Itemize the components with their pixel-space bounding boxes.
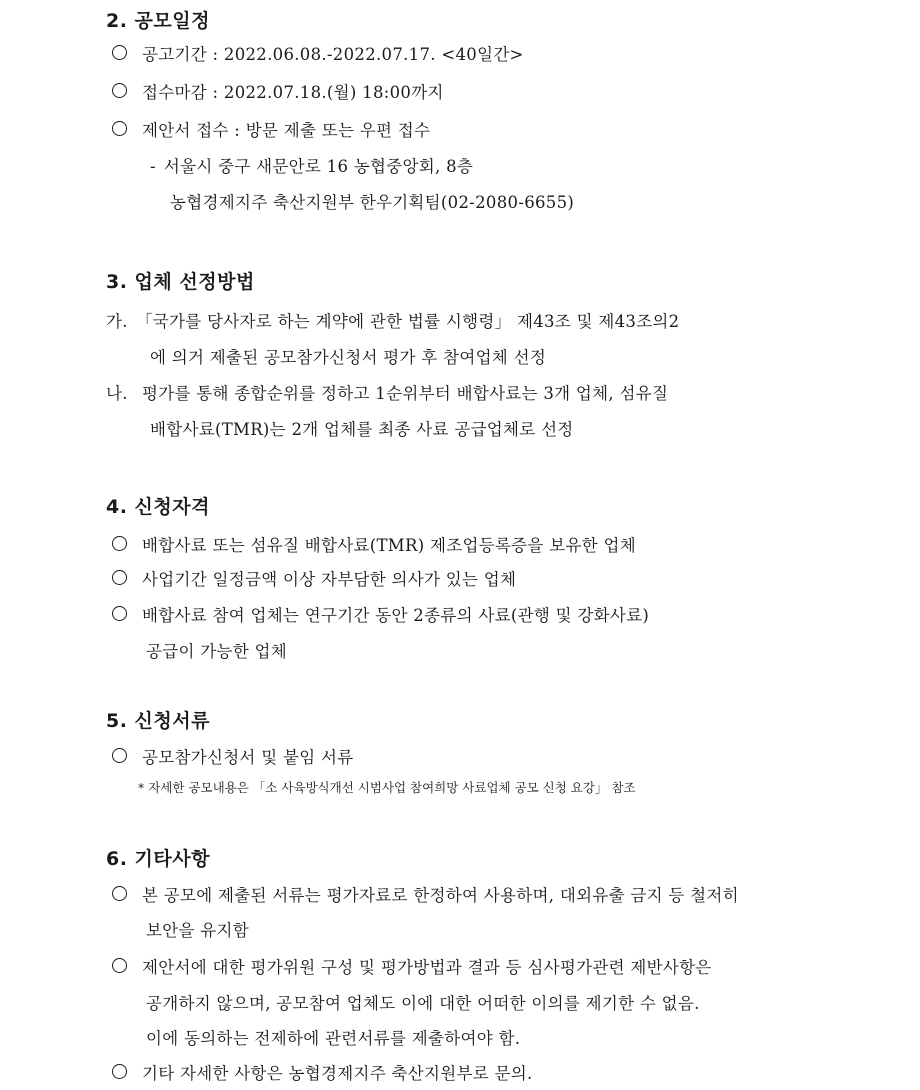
bullet-circle-icon [112,536,127,551]
s6-b3-line1: 기타 자세한 사항은 농협경제지주 축산지원부로 문의. [142,1064,533,1083]
bullet-circle-icon [112,886,127,901]
s6-b2-line1: 제안서에 대한 평가위원 구성 및 평가방법과 결과 등 심사평가관련 제반사항은 [142,958,712,977]
bullet-circle-icon [112,958,127,973]
s6-b2-line2: 공개하지 않으며, 공모참여 업체도 이에 대한 어떠한 이의를 제기한 수 없음. [146,994,700,1013]
s2-sub-address-text: 서울시 중구 새문안로 16 농협중앙회, 8층 [163,157,474,176]
s6-b1-line1: 본 공모에 제출된 서류는 평가자료로 한정하여 사용하며, 대외유출 금지 등 철저히 [142,886,739,905]
bullet-circle-icon [112,83,127,98]
s2-bullet-deadline: 접수마감 : 2022.07.18.(월) 18:00까지 [142,83,444,102]
bullet-circle-icon [112,45,127,60]
s4-bullet-registration: 배합사료 또는 섬유질 배합사료(TMR) 제조업등록증을 보유한 업체 [142,536,636,555]
s6-b2-line3: 이에 동의하는 전제하에 관련서류를 제출하여야 함. [146,1029,521,1048]
bullet-circle-icon [112,570,127,585]
s3-item-a-marker: 가. [106,312,128,331]
s2-bullet-period: 공고기간 : 2022.06.08.-2022.07.17. <40일간> [142,45,524,64]
s6-b1-line2: 보안을 유지함 [146,921,249,940]
s4-bullet-supply-cont: 공급이 가능한 업체 [146,642,288,661]
section-5-heading: 5. 신청서류 [106,710,210,732]
dash-marker: - [150,157,156,176]
s3-item-b-line1: 평가를 통해 종합순위를 정하고 1순위부터 배합사료는 3개 업체, 섬유질 [142,384,669,403]
s4-bullet-cost-share: 사업기간 일정금액 이상 자부담한 의사가 있는 업체 [142,570,517,589]
bullet-circle-icon [112,121,127,136]
s3-item-a-line1: 「국가를 당사자로 하는 계약에 관한 법률 시행령」 제43조 및 제43조의2 [136,312,680,331]
section-3-heading: 3. 업체 선정방법 [106,271,255,293]
s2-sub-address [150,153,473,177]
section-6-heading: 6. 기타사항 [106,848,210,870]
bullet-circle-icon [112,748,127,763]
s3-item-b-marker: 나. [106,384,128,403]
s3-item-a-line2: 에 의거 제출된 공모참가신청서 평가 후 참여업체 선정 [150,348,547,367]
bullet-circle-icon [112,1064,127,1079]
s2-sub-contact: 농협경제지주 축산지원부 한우기획팀(02-2080-6655) [170,193,575,212]
s2-bullet-submission: 제안서 접수 : 방문 제출 또는 우편 접수 [142,121,431,140]
s3-item-b-line2: 배합사료(TMR)는 2개 업체를 최종 사료 공급업체로 선정 [150,420,574,439]
s4-bullet-supply: 배합사료 참여 업체는 연구기간 동안 2종류의 사료(관행 및 강화사료) [142,606,650,625]
section-4-heading: 4. 신청자격 [106,496,210,518]
section-2-heading: 2. 공모일정 [106,10,210,32]
s5-reference-note: * 자세한 공모내용은 「소 사육방식개선 시범사업 참여희망 사료업체 공모 신청 요강」 참조 [138,780,636,795]
s5-bullet-documents: 공모참가신청서 및 붙임 서류 [142,748,354,767]
bullet-circle-icon [112,606,127,621]
